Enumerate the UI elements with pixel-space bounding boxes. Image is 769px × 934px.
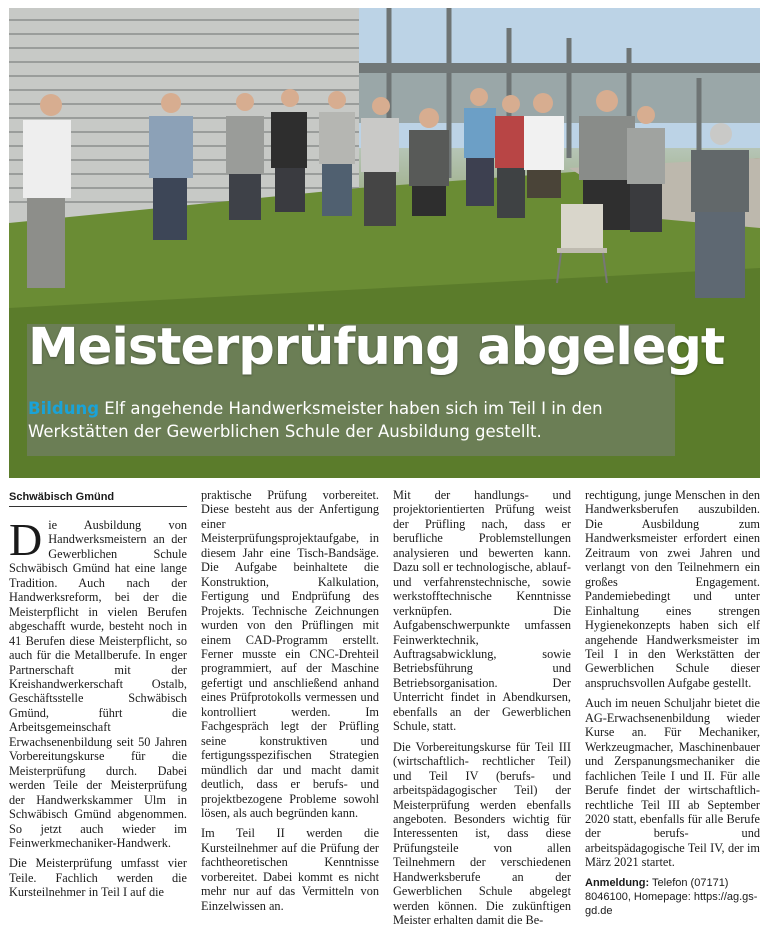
paragraph: Die Vorbereitungskurse für Teil III (wirtschaftlich- rechtlicher Teil) und Teil IV (berufs- und arbeitspädagogischer Teil) der Meisterprüfung werden ebenfalls angeboten. Besonders wichtig für Interessenten ist, dass diese Prüfungsteile von allen Teilnehmern der verschiedenen Handwerksberufe an der Gewerblichen Schule abgelegt werden können. Die zukünftigen Meister erhalten damit die Be- <box>393 739 571 928</box>
contact-info <box>585 876 760 918</box>
paragraph: Im Teil II werden die Kursteilnehmer auf die Prüfung der fachtheoretischen Kenntnisse vorbereitet. Dabei kommt es nicht mehr nur auf das Vermitteln von Einzelwissen an. <box>201 826 379 913</box>
city-label: Schwäbisch Gmünd <box>9 491 115 503</box>
article-column-4 <box>585 488 760 918</box>
paragraph: Auch im neuen Schuljahr bietet die AG-Erwachsenenbildung wieder Kurse an. Für Mechaniker, Werkzeugmacher, Maschinenbauer und Zerspanungsmechaniker die fachlichen Teile I und II. Für alle Berufe findet der wirtschaftlich-rechtliche Teil III ab September 2020 statt, ebenfalls für alle Berufe der berufs- und arbeitspädagogische Teil IV, der im März 2021 startet. <box>585 696 760 870</box>
paragraph: praktische Prüfung vorbereitet. Diese besteht aus der Anfertigung einer Meisterprüfungsprojektaufgabe, in diesem Jahr eine Tisch-Bandsäge. Die Aufgabe beinhaltete die Konstruktion, Kalkulation, Fertigung und Endprüfung des Projekts. Technische Zeichnungen wurden von den Prüflingen mit einem CAD-Programm erstellt. Ferner musste ein CNC-Drehteil programmiert, auf der Maschine gefertigt und anschließend anhand eines Prüfprotokolls vermessen und kontrolliert werden. Im Fachgespräch legt der Prüfling seine konstruktiven und fertigungsspezifischen Strategien mündlich dar und macht damit deutlich, dass er berufs- und projektbezogene Probleme sowohl lösen, als auch begründen kann. <box>201 488 379 820</box>
article-subline <box>28 397 668 443</box>
kicker-label: Bildung <box>28 399 100 418</box>
city-divider <box>9 506 187 507</box>
article-headline: Meisterprüfung abgelegt <box>28 318 725 377</box>
article-column-1 <box>9 514 187 906</box>
paragraph: Die Meisterprüfung umfasst vier Teile. Fachlich werden die Kursteilnehmer in Teil I auf die <box>9 856 187 900</box>
contact-label: Anmeldung: <box>585 876 650 889</box>
paragraph: rechtigung, junge Menschen in den Handwerksberufen auszubilden. Die Ausbildung zum Handwerksmeister erfordert einen Zeitraum von zwei Jahren und verlangt von den Teilnehmern ein großes Engagement. Pandemiebedingt und unter Einhaltung eines strengen Hygienekonzepts haben sich elf angehende Handwerksmeister im Teil I in den Werkstätten der Gewerblichen Schule dieser anspruchsvollen Aufgabe gestellt. <box>585 488 760 690</box>
paragraph <box>9 514 187 850</box>
dropcap: D <box>9 514 43 565</box>
subline-text: Elf angehende Handwerksmeister haben sich im Teil I in den Werkstätten der Gewerblichen Schule der Ausbildung gestellt. <box>28 399 603 441</box>
article-column-3 <box>393 488 571 934</box>
article-column-2 <box>201 488 379 919</box>
paragraph: Mit der handlungs- und projektorientierten Prüfung weist der Prüfling nach, dass er berufliche Problemstellungen analysieren und bewerten kann. Dazu soll er technologische, ablauf- und verfahrenstechnische, sowie werkstofftechnische Kenntnisse verknüpfen. Die Aufgabenschwerpunkte umfassen Feinwerktechnik, Auftragsabwicklung, sowie Betriebsführung und Betriebsorganisation. Der Unterricht findet in Abendkursen, ebenfalls an der Gewerblichen Schule, statt. <box>393 488 571 734</box>
contact-text: Telefon (07171) 8046100, Homepage: https://ag.gs-gd.de <box>585 876 758 917</box>
paragraph-text: ie Ausbildung von Handwerksmeistern an der Gewerblichen Schule Schwäbisch Gmünd hat eine lange Tradition. Auch nach der Handwerksreform, bei der die Meisterpflicht in vielen Berufen abgeschafft wurde, besteht noch in 41 Berufen diese Meisterpflicht, so auch für die Metallberufe. In enger Partnerschaft mit der Kreishandwerkerschaft Ostalb, Geschäftsstelle Schwäbisch Gmünd, führt die Arbeitsgemeinschaft Erwachsenenbildung seit 50 Jahren Vorbereitungskurse für die Meisterprüfung durch. Dabei werden Teile der Meisterprüfung der Handwerkskammer Ulm in Schwäbisch Gmünd abgenommen. So jetzt auch wieder im Feinwerkmechaniker-Handwerk. <box>9 518 187 850</box>
